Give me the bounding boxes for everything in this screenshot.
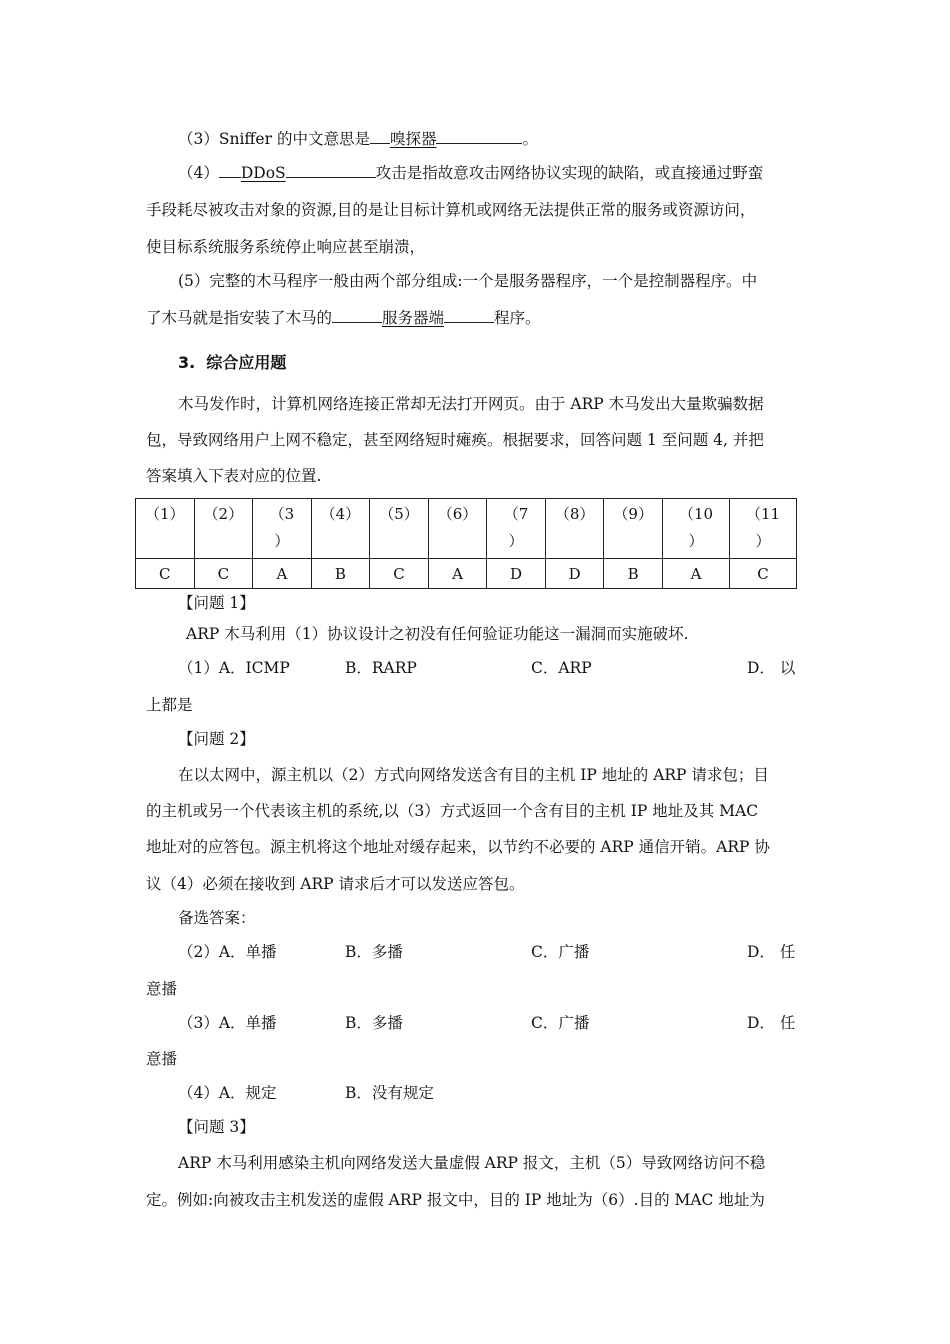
table-answer-row — [136, 559, 797, 589]
problem-2-q2-option-d: D． 任 — [747, 943, 796, 961]
problem-1-option-a: （1）A．ICMP — [178, 659, 290, 677]
problem-1-option-b: B．RARP — [345, 659, 417, 677]
table-answer-cell: D — [487, 559, 546, 589]
question-4-text: 攻击是指故意攻击网络协议实现的缺陷，或直接通过野蛮 — [375, 164, 764, 182]
table-answer-cell: A — [428, 559, 487, 589]
section-title: 综合应用题 — [206, 353, 287, 372]
table-answer-cell: C — [730, 559, 797, 589]
table-answer-cell: D — [545, 559, 604, 589]
problem-2-q2-option-c: C．广播 — [531, 943, 590, 961]
problem-2-title: 【问题 2】 — [178, 730, 255, 748]
problem-1-text: ARP 木马利用（1）协议设计之初没有任何验证功能这一漏洞而实施破坏. — [186, 625, 689, 643]
problem-2-q2-option-b: B．多播 — [345, 943, 403, 961]
problem-2-line-3: 地址对的应答包。源主机将这个地址对缓存起来，以节约不必要的 ARP 通信开销。ARP 协 — [146, 838, 770, 856]
question-5-line-2 — [146, 306, 541, 329]
table-header-cell: （2） — [194, 499, 253, 559]
problem-1-option-c: C．ARP — [531, 659, 592, 677]
question-3-sniffer — [178, 127, 538, 150]
question-5-suffix: 程序。 — [494, 309, 541, 327]
problem-1-option-d-cont: 上都是 — [146, 696, 193, 714]
question-4-ddos — [178, 161, 763, 184]
blank-trailing — [286, 161, 376, 178]
table-answer-cell: A — [663, 559, 730, 589]
blank-leading — [219, 161, 241, 178]
section-heading — [178, 352, 286, 374]
problem-2-q4-option-a: （4）A．规定 — [178, 1084, 277, 1102]
problem-2-q3-option-c: C．广播 — [531, 1014, 590, 1032]
table-answer-cell: A — [253, 559, 312, 589]
problem-2-q4-option-b: B．没有规定 — [345, 1084, 434, 1102]
problem-2-q2-option-d-cont: 意播 — [146, 980, 178, 998]
problem-2-line-4: 议（4）必须在接收到 ARP 请求后才可以发送应答包。 — [146, 875, 525, 893]
table-header-cell: （6） — [428, 499, 487, 559]
table-answer-cell: B — [604, 559, 663, 589]
problem-3-title: 【问题 3】 — [178, 1118, 255, 1136]
problem-1-title: 【问题 1】 — [178, 594, 255, 612]
table-header-cell: （5） — [370, 499, 429, 559]
problem-2-options-label: 备选答案： — [178, 909, 256, 927]
table-answer-cell: B — [311, 559, 370, 589]
section-number: 3. — [178, 353, 196, 372]
problem-2-line-2: 的主机或另一个代表该主机的系统,以（3）方式返回一个含有目的主机 IP 地址及其 MAC — [146, 802, 759, 820]
problem-2-q3-option-d-cont: 意播 — [146, 1050, 178, 1068]
intro-line-3: 答案填入下表对应的位置. — [146, 467, 322, 485]
table-header-cell: （4） — [311, 499, 370, 559]
table-header-cell: （3 ） — [253, 499, 312, 559]
blank-leading — [370, 127, 390, 144]
table-header-cell: （9） — [604, 499, 663, 559]
intro-line-1: 木马发作时，计算机网络连接正常却无法打开网页。由于 ARP 木马发出大量欺骗数据 — [178, 395, 764, 413]
answer-table — [135, 498, 797, 589]
table-header-cell: （11 ） — [730, 499, 797, 559]
question-4-prefix: （4） — [178, 164, 219, 182]
table-header-cell: （10 ） — [663, 499, 730, 559]
question-5-line-1: (5）完整的木马程序一般由两个部分组成:一个是服务器程序，一个是控制器程序。中 — [178, 272, 758, 290]
table-header-cell: （7 ） — [487, 499, 546, 559]
problem-1-option-d: D． 以 — [747, 659, 796, 677]
problem-2-q2-option-a: （2）A．单播 — [178, 943, 277, 961]
blank-trailing — [444, 306, 494, 323]
table-header-cell: （1） — [136, 499, 195, 559]
table-header-row — [136, 499, 797, 559]
question-5-answer: 服务器端 — [382, 309, 445, 327]
blank-leading — [332, 306, 382, 323]
table-answer-cell: C — [194, 559, 253, 589]
problem-3-line-2: 定。例如:向被攻击主机发送的虚假 ARP 报文中，目的 IP 地址为（6）.目的 MAC 地址为 — [146, 1191, 765, 1209]
question-4-line-3: 使目标系统服务系统停止响应甚至崩溃， — [146, 238, 426, 256]
problem-2-q3-option-d: D． 任 — [747, 1014, 796, 1032]
question-3-prefix: （3）Sniffer 的中文意思是 — [178, 130, 370, 148]
table-header-cell: （8） — [545, 499, 604, 559]
problem-2-q3-option-b: B．多播 — [345, 1014, 403, 1032]
problem-2-q3-option-a: （3）A．单播 — [178, 1014, 277, 1032]
table-answer-cell: C — [370, 559, 429, 589]
problem-3-line-1: ARP 木马利用感染主机向网络发送大量虚假 ARP 报文，主机（5）导致网络访问不稳 — [178, 1154, 766, 1172]
intro-line-2: 包，导致网络用户上网不稳定，甚至网络短时瘫痪。根据要求，回答问题 1 至问题 4, 并把 — [146, 431, 764, 449]
question-4-answer: DDoS — [240, 164, 286, 182]
question-4-line-2: 手段耗尽被攻击对象的资源,目的是让目标计算机或网络无法提供正常的服务或资源访问， — [146, 201, 756, 219]
problem-2-line-1: 在以太网中，源主机以（2）方式向网络发送含有目的主机 IP 地址的 ARP 请求包；目 — [178, 766, 769, 784]
table-answer-cell: C — [136, 559, 195, 589]
question-5-prefix: 了木马就是指安装了木马的 — [146, 309, 333, 327]
question-3-answer: 嗅探器 — [389, 130, 437, 148]
blank-trailing — [436, 127, 522, 144]
question-3-suffix: 。 — [522, 130, 538, 148]
